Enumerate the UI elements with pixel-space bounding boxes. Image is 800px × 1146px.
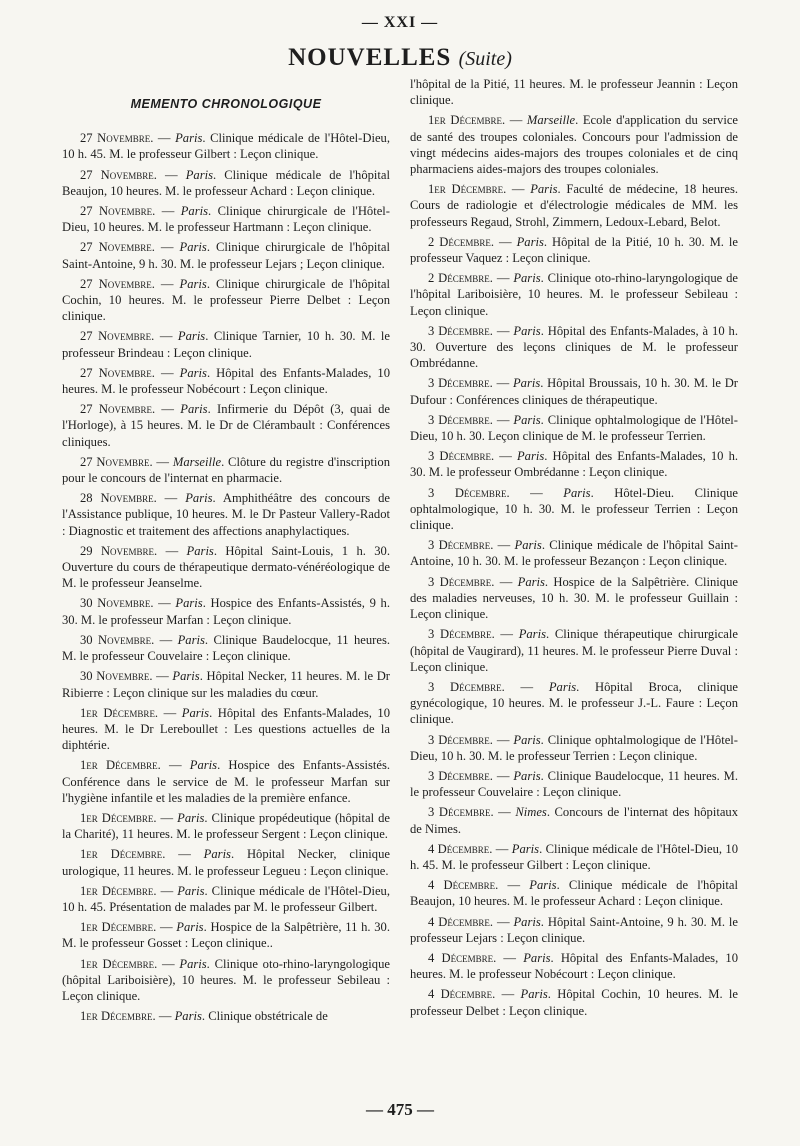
entry-dash: — <box>505 113 527 128</box>
entry-text: . Hôpital des Enfants-Malades, 10 heures. M. le professeur Nobécourt : Leçon clinique. <box>410 950 739 982</box>
section-title: MEMENTO CHRONOLOGIQUE <box>130 97 322 111</box>
chronology-entry <box>62 365 390 397</box>
entry-dash: — <box>492 323 514 338</box>
entry-dash: — <box>154 276 180 291</box>
entry-date: 27 Novembre. <box>80 402 156 417</box>
chronology-entry <box>62 543 390 592</box>
entry-city: Paris <box>185 167 214 182</box>
entry-city: Paris <box>179 276 207 291</box>
chronology-entry <box>410 412 738 444</box>
entry-city: Paris <box>548 679 577 694</box>
entry-city: Paris <box>518 627 546 642</box>
entry-dash: — <box>506 182 531 197</box>
entry-text: . Hospice des Enfants-Assistés. Conférence dans le service de M. le professeur Marfan sur l'hygiène infantile et les maladies de la première enfance. <box>62 758 391 805</box>
left-entry-list <box>62 130 390 1024</box>
entry-text: . Clinique chirurgicale de l'Hôtel-Dieu, 10 heures. M. le professeur Hartmann : Leçon clinique. <box>62 204 391 235</box>
entry-city: Paris <box>186 543 214 558</box>
entry-date: 2 Décembre. <box>428 271 493 286</box>
entry-date: 1er Décembre. <box>428 113 506 128</box>
entry-date: 3 Décembre. <box>428 485 510 500</box>
chronology-entry <box>62 810 390 842</box>
entry-text: . Clinique Baudelocque, 11 heures. M. le professeur Couvelaire : Leçon clinique. <box>410 768 738 800</box>
entry-text: . Clinique médicale de l'Hôtel-Dieu, 10 h. 45. M. le professeur Gilbert : Leçon clinique. <box>410 841 738 872</box>
entry-date: 3 Décembre. <box>428 538 494 553</box>
chronology-entry <box>410 112 738 177</box>
chronology-entry <box>62 956 390 1005</box>
entry-dash: — <box>152 669 173 684</box>
entry-dash: — <box>152 454 173 469</box>
entry-date: 29 Novembre. <box>80 543 158 558</box>
entry-text: . Hospice des Enfants-Assistés, 9 h. 30. M. le professeur Marfan : Leçon clinique. <box>62 596 390 627</box>
entry-text: . Clinique ophtalmologique de l'Hôtel-Dieu, 10 h. 30. Leçon clinique de M. le professeur Terrien. <box>410 412 739 444</box>
entry-city: Paris <box>177 810 205 825</box>
entry-date: 30 Novembre. <box>80 669 153 684</box>
chronology-entry <box>62 203 390 235</box>
entry-city: Paris <box>175 596 203 611</box>
entry-city: Paris <box>179 240 207 255</box>
entry-dash: — <box>493 914 514 929</box>
entry-dash: — <box>504 679 549 694</box>
entry-text: . Clinique médicale de l'hôpital Saint-Antoine, 10 h. 30. M. le professeur Bezançon : Leçon clinique. <box>410 538 738 569</box>
chronology-entry <box>410 537 738 569</box>
entry-text: . Faculté de médecine, 18 heures. Cours de radiologie et d'électrologie médicales de MM. les professeurs Regaud, Strohl, Zimmern, Ledoux-Lebard, Belot. <box>410 182 738 229</box>
entry-city: Marseille <box>172 454 222 469</box>
entry-city: Paris <box>175 131 203 146</box>
chronology-entry <box>62 883 390 915</box>
entry-city: Paris <box>516 449 545 464</box>
entry-date: 1er Décembre. <box>80 883 157 898</box>
entry-dash: — <box>492 271 514 286</box>
entry-text: . Clinique oto-rhino-laryngologique de l'hôpital Lariboisière, 10 heures. M. le professeur Sebileau : Leçon clinique. <box>410 271 738 318</box>
entry-city: Paris <box>563 485 591 500</box>
entry-date: 2 Décembre. <box>428 234 495 249</box>
chronology-entry <box>410 234 738 266</box>
entry-city: Paris <box>523 950 551 965</box>
entry-dash: — <box>154 365 180 380</box>
entry-date: 3 Décembre. <box>428 449 495 464</box>
chronology-entry <box>62 130 390 162</box>
entry-date: 4 Décembre. <box>428 987 496 1002</box>
entry-dash: — <box>154 329 178 344</box>
entry-text: . Hôpital Broussais, 10 h. 30. M. le Dr Dufour : Conférences cliniques de thérapeutique. <box>410 376 738 407</box>
entry-city: Paris <box>516 234 544 249</box>
entry-dash: — <box>492 768 514 783</box>
chronology-entry <box>410 768 738 800</box>
entry-date: 1er Décembre. <box>80 705 159 720</box>
entry-text: . Hospice de la Salpêtrière. Clinique des maladies nerveuses, 10 h. 30. M. le professeur Guillain : Leçon clinique. <box>410 574 738 622</box>
entry-dash: — <box>155 402 181 417</box>
chronology-entry <box>62 919 390 951</box>
entry-date: 30 Novembre. <box>80 596 154 611</box>
entry-text: . Amphithéâtre des concours de l'Assistance publique, 10 heures. M. le Dr Pasteur Vallery-Radot : Diagnostic et traitement des affections anaphylactiques. <box>62 491 390 538</box>
entry-dash: — <box>492 732 514 747</box>
entry-city: Paris <box>513 732 541 747</box>
entry-date: 4 Décembre. <box>428 841 493 856</box>
entry-dash: — <box>492 412 514 427</box>
continuation-paragraph: l'hôpital de la Pitié, 11 heures. M. le professeur Jeannin : Leçon clinique. <box>410 77 738 108</box>
chronology-entry <box>410 448 738 480</box>
entry-city: Paris <box>513 768 541 783</box>
entry-dash: — <box>492 841 512 856</box>
entry-text: . Clinique médicale de l'Hôtel-Dieu, 10 h. 45. M. le professeur Gilbert : Leçon clinique. <box>62 131 390 162</box>
entry-text: . Hôpital Saint-Louis, 1 h. 30. Ouverture du cours de thérapeutique dermato-vénéréologique de M. le professeur Jeanselme. <box>62 543 390 591</box>
entry-text: . Clinique Baudelocque, 11 heures. M. le professeur Couvelaire : Leçon clinique. <box>62 632 391 664</box>
entry-dash: — <box>494 627 519 642</box>
entry-city: Paris <box>189 758 218 773</box>
entry-text: . Hôtel-Dieu. Clinique ophtalmologique, 10 h. 30. M. le professeur Terrien : Leçon clinique. <box>410 485 738 533</box>
entry-date: 4 Décembre. <box>428 878 499 893</box>
chronology-entry <box>62 757 390 806</box>
entry-date: 3 Décembre. <box>428 732 493 747</box>
entry-date: 28 Novembre. <box>80 491 157 506</box>
entry-city: Paris <box>511 841 540 856</box>
entry-date: 3 Décembre. <box>428 323 493 338</box>
chronology-entry <box>410 950 738 982</box>
entry-date: 27 Novembre. <box>80 131 154 146</box>
chronology-entry <box>62 705 390 754</box>
entry-city: Paris <box>174 1009 202 1024</box>
entry-city: Paris <box>520 987 548 1002</box>
entry-date: 27 Novembre. <box>80 329 155 344</box>
chronology-entry <box>410 270 738 319</box>
entry-text: . Hôpital Cochin, 10 heures. M. le professeur Delbet : Leçon clinique. <box>410 987 738 1018</box>
entry-date: 1er Décembre. <box>80 920 157 935</box>
entry-city: Paris <box>513 271 541 286</box>
chronology-entry <box>410 841 738 873</box>
entry-dash: — <box>153 596 176 611</box>
right-column <box>410 76 738 1146</box>
entry-text: . Clinique obstétricale de <box>201 1009 328 1024</box>
entry-dash: — <box>156 883 178 898</box>
entry-text: . Hôpital Broca, clinique gynécologique, 10 heures. M. le professeur J.-L. Faure : Leçon clinique. <box>410 679 739 727</box>
entry-city: Paris <box>513 412 541 427</box>
entry-text: . Hôpital Necker, 11 heures. M. le Dr Ribierre : Leçon clinique sur les maladies du cœur. <box>62 669 391 700</box>
entry-dash: — <box>156 167 186 182</box>
entry-text: . Clôture du registre d'inscription pour le concours de l'internat en pharmacie. <box>62 454 390 486</box>
chronology-entry <box>62 167 390 199</box>
entry-dash: — <box>495 987 521 1002</box>
entry-date: 1er Décembre. <box>80 1009 156 1024</box>
entry-text: . Clinique thérapeutique chirurgicale (hôpital de Vaugirard), 11 heures. M. le professeur Pierre Duval : Leçon clinique. <box>410 627 738 674</box>
entry-city: Paris <box>176 920 204 935</box>
entry-date: 27 Novembre. <box>80 276 155 291</box>
chronology-entry <box>410 732 738 764</box>
entry-text: . Clinique oto-rhino-laryngologique (hôpital Lariboisière), 10 heures. M. le professeur Sebileau : Leçon clinique. <box>62 956 390 1003</box>
entry-dash: — <box>154 240 180 255</box>
entry-date: 1er Décembre. <box>80 956 158 971</box>
entry-date: 3 Décembre. <box>428 768 493 783</box>
entry-text: . Ecole d'application du service de santé des troupes coloniales. Concours pour l'admission de vingt médecins aides-majors des troupes coloniales et de cinq pharmaciens aides-majors des troupes coloniales. <box>410 113 739 177</box>
entry-dash: — <box>498 878 530 893</box>
entry-city: Paris <box>514 538 542 553</box>
chronology-entry <box>62 1008 390 1024</box>
entry-city: Paris <box>179 365 207 380</box>
entry-city: Paris <box>179 956 207 971</box>
entry-text: . Hôpital des Enfants-Malades, 10 h. 30. M. le professeur Ombrédanne : Leçon clinique. <box>410 449 739 480</box>
entry-dash: — <box>155 204 181 219</box>
entry-city: Paris <box>181 705 210 720</box>
chronology-entry <box>410 877 738 909</box>
entry-date: 4 Décembre. <box>428 914 493 929</box>
chronology-entry <box>62 595 390 627</box>
chronology-entry <box>410 914 738 946</box>
entry-text: . Clinique médicale de l'Hôtel-Dieu, 10 h. 45. Présentation de malades par M. le professeur Gilbert. <box>62 883 390 914</box>
chronology-entry <box>62 490 390 539</box>
entry-city: Paris <box>180 402 208 417</box>
entry-text: . Hospice de la Salpêtrière, 11 h. 30. M. le professeur Gosset : Leçon clinique.. <box>62 920 391 951</box>
entry-dash: — <box>494 449 517 464</box>
chronology-entry <box>62 401 390 450</box>
entry-text: . Hôpital Necker, clinique urologique, 11 heures. M. le professeur Legueu : Leçon clinique. <box>62 847 390 878</box>
page-title <box>0 44 800 72</box>
left-column <box>62 96 390 1146</box>
entry-date: 27 Novembre. <box>80 204 156 219</box>
chronology-entry <box>62 276 390 325</box>
entry-city: Paris <box>185 491 213 506</box>
entry-dash: — <box>155 1009 175 1024</box>
chronology-entry <box>410 485 738 534</box>
entry-city: Paris <box>177 329 206 344</box>
chronology-entry <box>62 454 390 486</box>
entry-city: Paris <box>180 204 209 219</box>
entry-dash: — <box>492 376 513 391</box>
entry-date: 3 Décembre. <box>428 679 505 694</box>
entry-date: 27 Novembre. <box>80 167 157 182</box>
entry-date: 30 Novembre. <box>80 632 155 647</box>
entry-city: Paris <box>203 847 231 862</box>
entry-dash: — <box>157 543 187 558</box>
entry-city: Paris <box>529 878 557 893</box>
entry-text: . Clinique propédeutique (hôpital de la Charité), 11 heures. M. le professeur Sergent : Leçon clinique. <box>62 810 391 842</box>
chronology-entry <box>410 679 738 728</box>
chronology-entry <box>410 181 738 230</box>
chronology-entry <box>62 668 390 700</box>
entry-text: . Clinique ophtalmologique de l'Hôtel-Dieu, 10 h. 30. M. le professeur Terrien : Leçon clinique. <box>410 732 739 763</box>
entry-text: . Infirmerie du Dépôt (3, quai de l'Horloge), à 15 heures. M. le Dr de Clérambault : Conférences cliniques. <box>62 402 391 449</box>
entry-city: Paris <box>517 574 545 589</box>
title-main: NOUVELLES <box>288 44 452 71</box>
entry-text: . Hôpital Saint-Antoine, 9 h. 30. M. le professeur Lejars : Leçon clinique. <box>410 914 739 945</box>
page-number: — 475 — <box>366 1100 434 1119</box>
entry-date: 27 Novembre. <box>80 454 153 469</box>
entry-text: . Hôpital des Enfants-Malades, à 10 h. 30. Ouverture des leçons cliniques de M. le professeur Ombrédanne. <box>410 323 738 371</box>
entry-date: 3 Décembre. <box>428 574 495 589</box>
entry-dash: — <box>156 491 186 506</box>
entry-date: 1er Décembre. <box>80 847 166 862</box>
entry-dash: — <box>156 810 178 825</box>
entry-text: . Clinique médicale de l'hôpital Beaujon, 10 heures. M. le professeur Achard : Leçon clinique. <box>410 878 739 909</box>
title-suite: (Suite) <box>458 48 512 70</box>
entry-city: Paris <box>172 669 200 684</box>
chronology-entry <box>62 632 390 664</box>
entry-dash: — <box>494 574 518 589</box>
entry-date: 1er Décembre. <box>80 810 157 825</box>
entry-date: 1er Décembre. <box>428 182 507 197</box>
chronology-entry <box>410 986 738 1018</box>
entry-text: . Concours de l'internat des hôpitaux de Nimes. <box>410 805 739 836</box>
entry-text: . Clinique chirurgicale de l'hôpital Cochin, 10 heures. M. le professeur Pierre Delbet : Leçon clinique. <box>62 276 390 324</box>
chronology-entry <box>410 626 738 675</box>
entry-dash: — <box>153 131 176 146</box>
entry-city: Paris <box>512 376 541 391</box>
entry-city: Paris <box>513 323 541 338</box>
chronology-entry <box>62 328 390 360</box>
entry-date: 27 Novembre. <box>80 240 155 255</box>
entry-date: 3 Décembre. <box>428 412 493 427</box>
entry-dash: — <box>493 805 516 820</box>
entry-city: Paris <box>513 914 541 929</box>
entry-date: 27 Novembre. <box>80 365 155 380</box>
entry-dash: — <box>156 920 177 935</box>
entry-date: 3 Décembre. <box>428 376 493 391</box>
entry-dash: — <box>494 234 517 249</box>
entry-city: Marseille <box>526 113 576 128</box>
entry-date: 3 Décembre. <box>428 805 494 820</box>
entry-city: Paris <box>177 632 205 647</box>
entry-text: . Hôpital des Enfants-Malades, 10 heures. M. le professeur Nobécourt : Leçon clinique. <box>62 365 391 397</box>
chronology-entry <box>62 239 390 271</box>
entry-city: Paris <box>177 883 205 898</box>
page-header: — XXI — <box>361 14 439 31</box>
entry-dash: — <box>496 950 524 965</box>
entry-city: Nimes <box>515 805 547 820</box>
entry-dash: — <box>165 847 204 862</box>
chronology-entry <box>410 574 738 623</box>
chronology-entry <box>410 375 738 407</box>
entry-dash: — <box>160 758 190 773</box>
entry-date: 3 Décembre. <box>428 627 495 642</box>
entry-city: Paris <box>530 182 558 197</box>
entry-text: . Clinique médicale de l'hôpital Beaujon, 10 heures. M. le professeur Achard : Leçon clinique. <box>62 167 390 198</box>
entry-dash: — <box>154 632 178 647</box>
entry-date: 4 Décembre. <box>428 950 497 965</box>
entry-dash: — <box>158 705 182 720</box>
entry-dash: — <box>493 538 515 553</box>
chronology-entry <box>410 804 738 836</box>
chronology-entry <box>410 323 738 372</box>
entry-text: . Hôpital de la Pitié, 10 h. 30. M. le professeur Vaquez : Leçon clinique. <box>410 234 738 266</box>
entry-text: . Clinique chirurgicale de l'hôpital Saint-Antoine, 9 h. 30. M. le professeur Lejars ; Leçon clinique. <box>62 240 390 271</box>
chronology-entry <box>62 846 390 878</box>
entry-dash: — <box>157 956 180 971</box>
entry-date: 1er Décembre. <box>80 758 161 773</box>
right-entry-list <box>410 112 738 1018</box>
entry-text: . Hôpital des Enfants-Malades, 10 heures. M. le Dr Lereboullet : Les questions actuelles de la diphtérie. <box>62 705 390 753</box>
entry-dash: — <box>509 485 564 500</box>
entry-text: . Clinique Tarnier, 10 h. 30. M. le professeur Brindeau : Leçon clinique. <box>62 329 390 360</box>
